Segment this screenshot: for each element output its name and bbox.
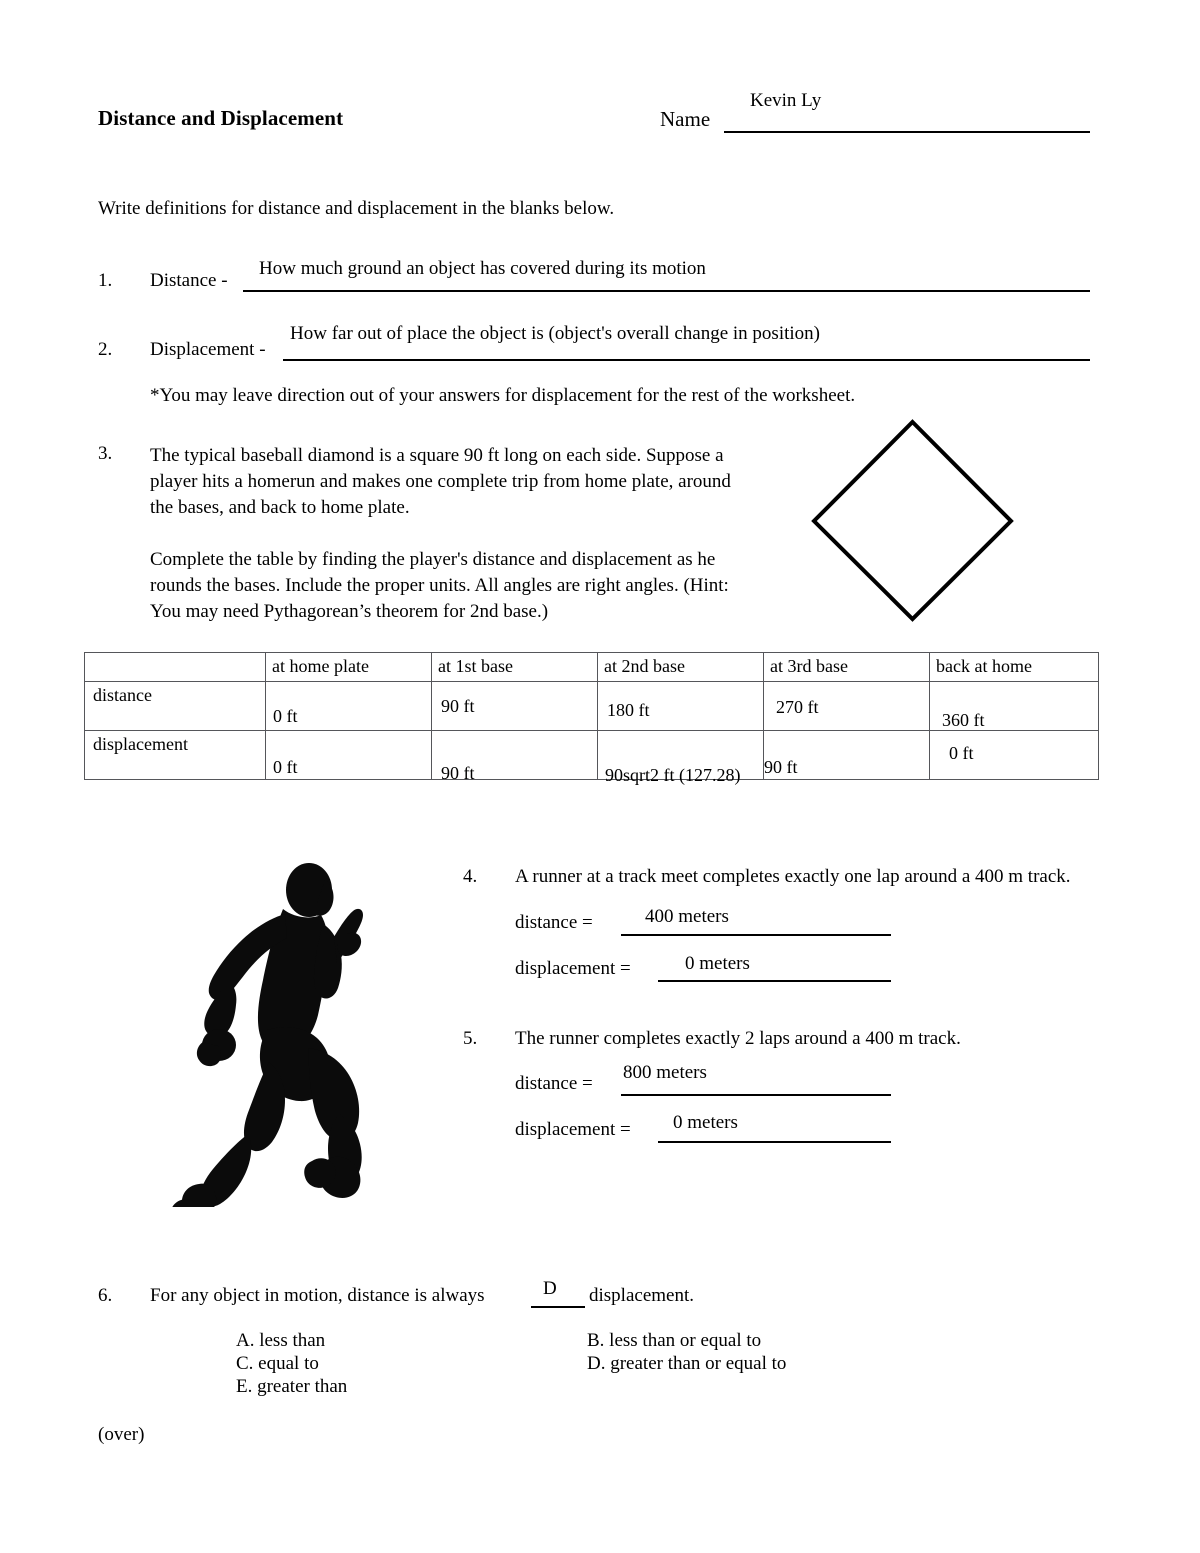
page-title: Distance and Displacement	[98, 106, 344, 130]
table-header-label: back at home	[936, 656, 1032, 676]
item-number-4: 4.	[463, 866, 478, 887]
baseball-diamond-icon	[810, 418, 1015, 623]
question-4-distance-label: distance =	[515, 912, 593, 933]
choice-c[interactable]: C. equal to	[236, 1353, 319, 1374]
table-cell-distance-home-plate[interactable]	[266, 682, 432, 731]
choice-d[interactable]: D. greater than or equal to	[587, 1353, 787, 1374]
table-cell-displacement-1st-base[interactable]	[432, 731, 598, 783]
question-3-paragraph-1: The typical baseball diamond is a square 90 ft long on each side. Suppose a player hits a homerun and makes one complete trip from home plate, around the bases, and back to home plate.	[150, 445, 731, 518]
question-4-text: A runner at a track meet completes exactly one lap around a 400 m track.	[515, 866, 1071, 887]
name-field-value[interactable]: Kevin Ly	[750, 90, 822, 111]
table-cell-displacement-2nd-base[interactable]	[598, 731, 764, 785]
table-header-label: at 1st base	[438, 656, 513, 676]
item-number-2: 2.	[98, 339, 113, 360]
name-field-rule	[724, 131, 1090, 133]
running-man-silhouette-icon	[163, 862, 388, 1207]
definition-rule-displacement	[283, 359, 1090, 361]
table-cell-displacement-home-plate[interactable]	[266, 731, 432, 780]
item-number-1: 1.	[98, 270, 113, 291]
question-4-distance-rule	[621, 934, 891, 936]
question-4-displacement-rule	[658, 980, 891, 982]
choice-b[interactable]: B. less than or equal to	[587, 1330, 762, 1351]
cell-answer[interactable]: 180 ft	[607, 700, 650, 720]
table-header-label: at 2nd base	[604, 656, 685, 676]
table-row-distance	[85, 682, 1099, 731]
instruction-text: Write definitions for distance and displacement in the blanks below.	[98, 198, 615, 219]
table-cell-distance-3rd-base[interactable]	[764, 682, 930, 731]
table-header-2nd-base	[598, 653, 764, 682]
table-header-home-plate	[266, 653, 432, 682]
cell-answer[interactable]: 90 ft	[441, 763, 475, 783]
table-header-label: at home plate	[272, 656, 369, 676]
table-row-label-distance	[85, 682, 266, 731]
definition-note: *You may leave direction out of your answers for displacement for the rest of the worksheet.	[150, 385, 856, 406]
cell-answer[interactable]: 90 ft	[764, 757, 798, 777]
item-number-6: 6.	[98, 1285, 113, 1306]
question-4-distance-answer[interactable]: 400 meters	[645, 906, 729, 927]
table-header-3rd-base	[764, 653, 930, 682]
choice-e[interactable]: E. greater than	[236, 1376, 348, 1397]
question-6-suffix: displacement.	[589, 1285, 694, 1306]
table-corner-cell	[85, 653, 266, 682]
question-5-text: The runner completes exactly 2 laps around a 400 m track.	[515, 1028, 961, 1049]
question-6-answer[interactable]: D	[543, 1278, 557, 1299]
distance-displacement-table	[84, 652, 1099, 785]
table-cell-distance-1st-base[interactable]	[432, 682, 598, 731]
row-label-text: distance	[93, 685, 152, 705]
question-5-displacement-label: displacement =	[515, 1119, 631, 1140]
table-row-label-displacement	[85, 731, 266, 780]
question-5-displacement-answer[interactable]: 0 meters	[673, 1112, 738, 1133]
table-row-displacement	[85, 731, 1099, 780]
table-header-1st-base	[432, 653, 598, 682]
cell-answer[interactable]: 0 ft	[273, 706, 298, 726]
definition-rule-distance	[243, 290, 1090, 292]
cell-answer[interactable]: 270 ft	[776, 697, 819, 717]
question-5-distance-label: distance =	[515, 1073, 593, 1094]
table-corner-label	[85, 653, 265, 656]
question-6-prefix: For any object in motion, distance is always	[150, 1285, 485, 1306]
question-6-blank-rule	[531, 1306, 585, 1308]
definition-label-displacement: Displacement -	[150, 339, 266, 360]
definition-label-distance: Distance -	[150, 270, 228, 291]
table-cell-distance-2nd-base[interactable]	[598, 682, 764, 731]
cell-answer[interactable]: 90 ft	[441, 696, 475, 716]
cell-answer[interactable]: 0 ft	[949, 743, 974, 763]
question-3-text	[150, 443, 735, 625]
table-header-row	[85, 653, 1099, 682]
cell-answer[interactable]: 0 ft	[273, 757, 298, 777]
cell-answer[interactable]: 360 ft	[942, 710, 985, 730]
question-5-distance-answer[interactable]: 800 meters	[623, 1062, 707, 1083]
row-label-text: displacement	[93, 734, 188, 754]
table-cell-displacement-back-at-home[interactable]	[930, 731, 1099, 780]
item-number-5: 5.	[463, 1028, 478, 1049]
table-cell-distance-back-at-home[interactable]	[930, 682, 1099, 731]
table-header-label: at 3rd base	[770, 656, 848, 676]
question-3-paragraph-2: Complete the table by finding the player's distance and displacement as he rounds the bases. Include the proper units. All angles are right angles. (Hint: You may need Pythagorean’s theorem for 2nd base.)	[150, 549, 729, 622]
name-label: Name	[660, 107, 711, 131]
question-4-displacement-label: displacement =	[515, 958, 631, 979]
cell-answer[interactable]: 90sqrt2 ft (127.28)	[605, 765, 741, 785]
over-note: (over)	[98, 1424, 145, 1445]
table-header-back-at-home	[930, 653, 1099, 682]
table-cell-displacement-3rd-base[interactable]	[764, 731, 930, 780]
item-number-3: 3.	[98, 443, 113, 464]
definition-answer-distance[interactable]: How much ground an object has covered during its motion	[259, 258, 706, 279]
choice-a[interactable]: A. less than	[236, 1330, 326, 1351]
question-4-displacement-answer[interactable]: 0 meters	[685, 953, 750, 974]
question-5-displacement-rule	[658, 1141, 891, 1143]
question-5-distance-rule	[621, 1094, 891, 1096]
definition-answer-displacement[interactable]: How far out of place the object is (object's overall change in position)	[290, 323, 820, 344]
